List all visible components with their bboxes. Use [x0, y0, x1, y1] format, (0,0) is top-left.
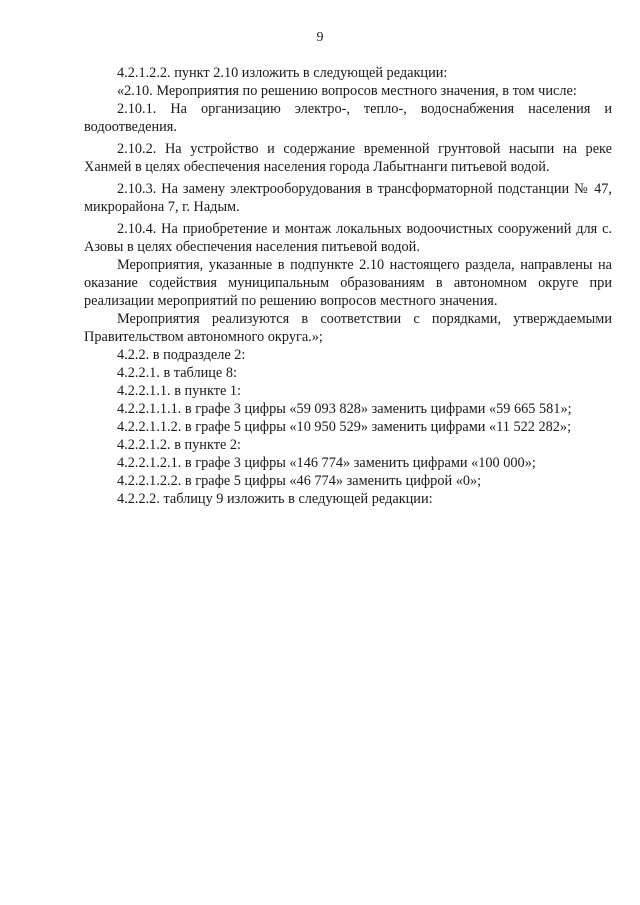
paragraph-2-10-3: 2.10.3. На замену электрооборудования в трансформаторной подстанции № 47, микрорайона 7, г. Надым. [84, 181, 612, 215]
paragraph-4-2-2-1-2-2: 4.2.2.1.2.2. в графе 5 цифры «46 774» заменить цифрой «0»; [117, 473, 482, 489]
document-body [84, 64, 612, 508]
paragraph-2-10-1: 2.10.1. На организацию электро-, тепло-, водоснабжения населения и водоотведения. [84, 101, 612, 135]
paragraph-4-2-2-1: 4.2.2.1. в таблице 8: [117, 365, 237, 381]
paragraph-4-2-2-1-1-2: 4.2.2.1.1.2. в графе 5 цифры «10 950 529» заменить цифрами «11 522 282»; [117, 419, 572, 435]
paragraph-4-2-1-2-2: 4.2.1.2.2. пункт 2.10 изложить в следующей редакции: [117, 65, 448, 81]
paragraph-measures-directed: Мероприятия, указанные в подпункте 2.10 настоящего раздела, направлены на оказание содействия муниципальным образованиям в автономном округе при реализации мероприятий по решению вопросов местного значения. [84, 257, 612, 309]
paragraph-4-2-2-1-2: 4.2.2.1.2. в пункте 2: [117, 437, 242, 453]
paragraph-2-10: «2.10. Мероприятия по решению вопросов местного значения, в том числе: [117, 83, 577, 99]
paragraph-2-10-4: 2.10.4. На приобретение и монтаж локальных водоочистных сооружений для с. Азовы в целях обеспечения населения питьевой водой. [84, 221, 612, 255]
paragraph-2-10-2: 2.10.2. На устройство и содержание временной грунтовой насыпи на реке Ханмей в целях обеспечения населения города Лабытнанги питьевой водой. [84, 141, 612, 175]
paragraph-4-2-2: 4.2.2. в подразделе 2: [117, 347, 246, 363]
paragraph-4-2-2-1-1-1: 4.2.2.1.1.1. в графе 3 цифры «59 093 828» заменить цифрами «59 665 581»; [117, 401, 572, 417]
page-number: 9 [316, 30, 324, 45]
paragraph-measures-implemented: Мероприятия реализуются в соответствии с порядками, утверждаемыми Правительством автономного округа.»; [84, 311, 612, 345]
paragraph-4-2-2-1-1: 4.2.2.1.1. в пункте 1: [117, 383, 242, 399]
paragraph-4-2-2-2: 4.2.2.2. таблицу 9 изложить в следующей редакции: [117, 491, 433, 507]
paragraph-4-2-2-1-2-1: 4.2.2.1.2.1. в графе 3 цифры «146 774» заменить цифрами «100 000»; [117, 455, 536, 471]
